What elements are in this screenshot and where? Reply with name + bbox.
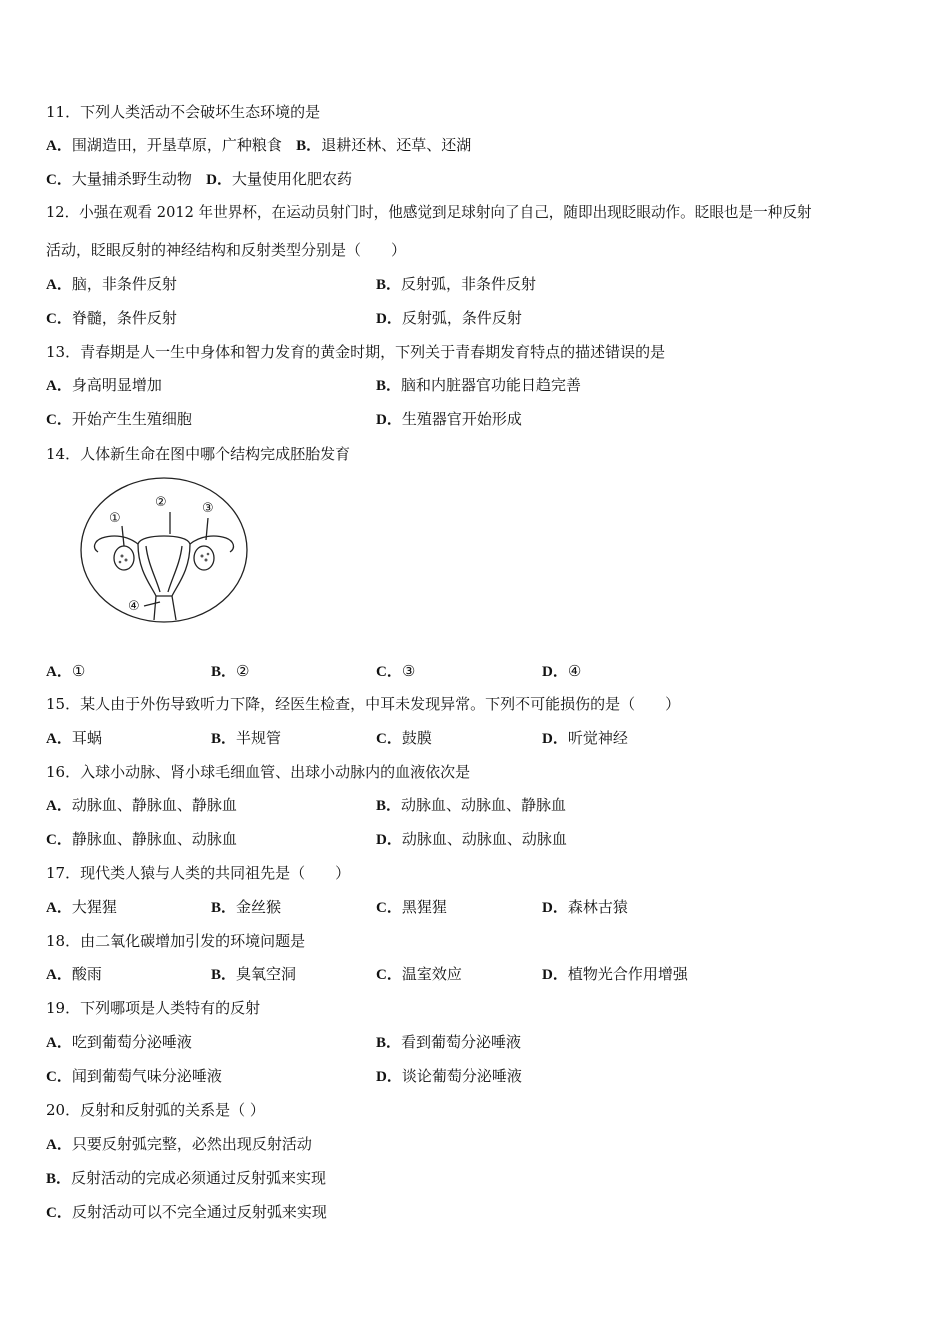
option-14-a: A．① — [46, 662, 86, 680]
option-13-d: D．生殖器官开始形成 — [376, 410, 522, 428]
right-ovary — [194, 546, 214, 570]
uterus-inner-left — [146, 546, 160, 592]
question-14-stem: 人体新生命在图中哪个结构完成胚胎发育 — [80, 445, 351, 463]
option-12-a: A．脑，非条件反射 — [46, 275, 177, 293]
option-18-d: D．植物光合作用增强 — [542, 965, 688, 983]
option-19-d: D．谈论葡萄分泌唾液 — [376, 1067, 522, 1085]
option-18-c: C．温室效应 — [376, 965, 462, 983]
option-20-a: A．只要反射弧完整，必然出现反射活动 — [46, 1135, 312, 1153]
question-18-stem: 由二氧化碳增加引发的环境问题是 — [80, 932, 306, 950]
option-11-c: 大量捕杀野生动物 — [71, 170, 192, 188]
label-1: ① — [109, 511, 121, 526]
option-20-c: C．反射活动可以不完全通过反射弧来实现 — [46, 1203, 327, 1221]
question-20: 20．反射和反射弧的关系是（ ） — [46, 1101, 265, 1119]
option-15-d: D．听觉神经 — [542, 729, 628, 747]
label-2: ② — [155, 495, 167, 510]
option-19-a: A．吃到葡萄分泌唾液 — [46, 1033, 192, 1051]
question-11-options-cd: C．大量捕杀野生动物 D．大量使用化肥农药 — [46, 170, 353, 188]
option-16-a: A．动脉血、静脉血、静脉血 — [46, 796, 237, 814]
question-12-stem-cont: 活动，眨眼反射的神经结构和反射类型分别是（ ） — [46, 241, 407, 259]
question-16-stem: 入球小动脉、肾小球毛细血管、出球小动脉内的血液依次是 — [80, 763, 471, 781]
vagina — [154, 596, 176, 620]
question-17: 17．现代类人猿与人类的共同祖先是（ ） — [46, 864, 351, 882]
left-ovary — [114, 546, 134, 570]
question-18: 18．由二氧化碳增加引发的环境问题是 — [46, 932, 306, 950]
option-19-b: B．看到葡萄分泌唾液 — [376, 1033, 522, 1051]
option-16-c: C．静脉血、静脉血、动脉血 — [46, 830, 237, 848]
question-12-stem: 小强在观看 2012 年世界杯，在运动员射门时，他感觉到足球射向了自己，随即出现眨眼动作。眨眼也是一种反射 — [79, 204, 812, 221]
option-17-c: C．黑猩猩 — [376, 898, 447, 916]
question-15: 15．某人由于外伤导致听力下降，经医生检查，中耳未发现异常。下列不可能损伤的是（ ） — [46, 695, 681, 713]
uterus-body — [138, 536, 190, 596]
option-14-d: D．④ — [542, 662, 582, 680]
question-11-stem: 下列人类活动不会破坏生态环境的是 — [80, 103, 321, 121]
question-17-stem: 现代类人猿与人类的共同祖先是（ ） — [80, 864, 351, 882]
option-16-b: B．动脉血、动脉血、静脉血 — [376, 796, 567, 814]
question-11: 11．下列人类活动不会破坏生态环境的是 — [46, 103, 321, 121]
question-13-stem: 青春期是人一生中身体和智力发育的黄金时期，下列关于青春期发育特点的描述错误的是 — [80, 343, 666, 361]
option-14-b: B．② — [211, 662, 250, 680]
option-12-c: C．脊髓，条件反射 — [46, 309, 177, 327]
option-15-a: A．耳蜗 — [46, 729, 102, 747]
label-4: ④ — [128, 599, 140, 614]
option-18-a: A．酸雨 — [46, 965, 102, 983]
option-18-b: B．臭氧空洞 — [211, 965, 297, 983]
question-19: 19．下列哪项是人类特有的反射 — [46, 999, 261, 1017]
option-13-b: B．脑和内脏器官功能日趋完善 — [376, 376, 582, 394]
option-11-d: 大量使用化肥农药 — [232, 170, 353, 188]
question-12: 12．小强在观看 2012 年世界杯，在运动员射门时，他感觉到足球射向了自己，随即出现眨眼动作。眨眼也是一种反射 — [46, 204, 812, 221]
option-16-d: D．动脉血、动脉血、动脉血 — [376, 830, 567, 848]
option-11-b: 退耕还林、还草、还湖 — [321, 136, 472, 154]
option-13-a: A．身高明显增加 — [46, 376, 162, 394]
option-17-a: A．大猩猩 — [46, 898, 117, 916]
option-12-d: D．反射弧，条件反射 — [376, 309, 522, 327]
question-16: 16．入球小动脉、肾小球毛细血管、出球小动脉内的血液依次是 — [46, 763, 471, 781]
question-13: 13．青春期是人一生中身体和智力发育的黄金时期，下列关于青春期发育特点的描述错误的是 — [46, 343, 666, 361]
option-12-b: B．反射弧，非条件反射 — [376, 275, 537, 293]
uterus-inner-right — [168, 546, 182, 592]
option-17-b: B．金丝猴 — [211, 898, 282, 916]
option-14-c: C．③ — [376, 662, 416, 680]
option-13-c: C．开始产生生殖细胞 — [46, 410, 192, 428]
question-11-options-ab: A．围湖造田，开垦草原，广种粮食 B．退耕还林、还草、还湖 — [46, 136, 472, 154]
question-14: 14．人体新生命在图中哪个结构完成胚胎发育 — [46, 445, 351, 463]
uterus-diagram — [78, 474, 250, 626]
question-19-stem: 下列哪项是人类特有的反射 — [80, 999, 261, 1017]
option-15-c: C．鼓膜 — [376, 729, 432, 747]
question-20-stem: 反射和反射弧的关系是（ ） — [80, 1101, 265, 1119]
question-15-stem: 某人由于外伤导致听力下降，经医生检查，中耳未发现异常。下列不可能损伤的是（ ） — [80, 695, 681, 713]
option-19-c: C．闻到葡萄气味分泌唾液 — [46, 1067, 222, 1085]
option-15-b: B．半规管 — [211, 729, 282, 747]
option-20-b: B．反射活动的完成必须通过反射弧来实现 — [46, 1169, 327, 1187]
option-17-d: D．森林古猿 — [542, 898, 628, 916]
label-3: ③ — [202, 501, 214, 516]
option-11-a: 围湖造田，开垦草原，广种粮食 — [71, 136, 282, 154]
